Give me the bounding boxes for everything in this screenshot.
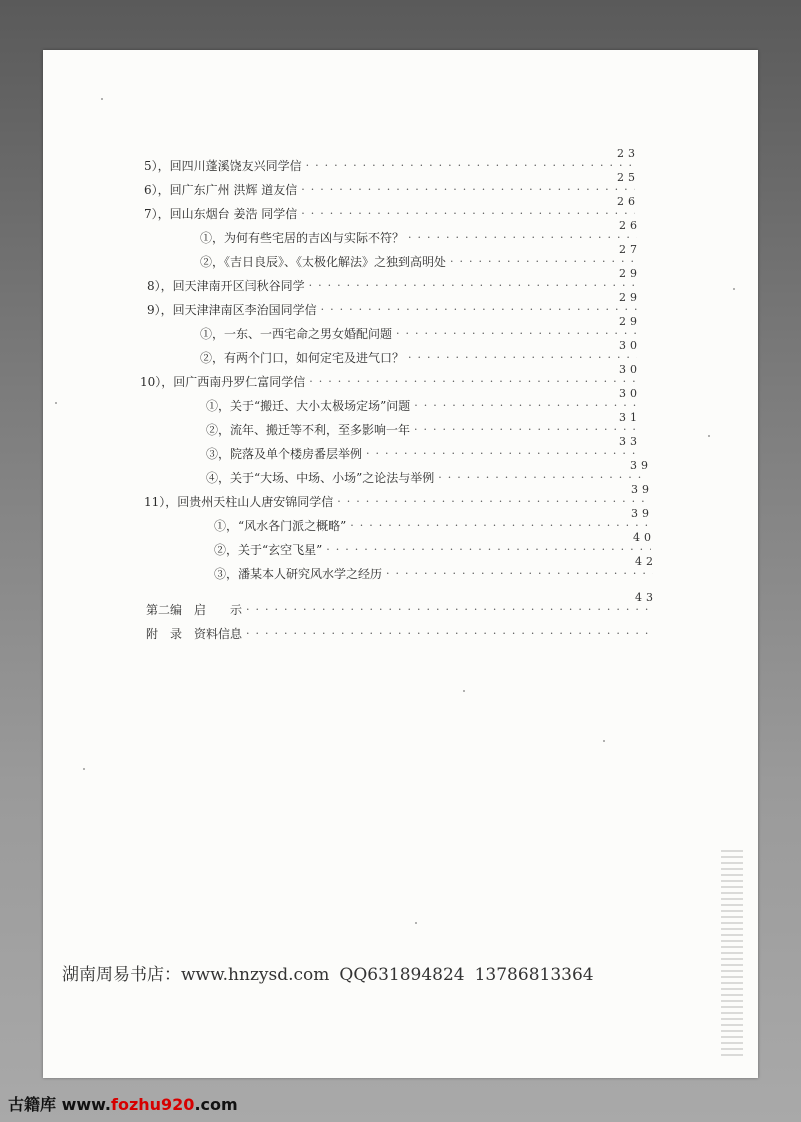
toc-page-number: 39 [631,483,653,496]
toc-entry-label: 10），回广西南丹罗仁富同学信 [140,375,306,389]
toc-page-number: 39 [630,459,652,472]
toc-leader-dots [386,569,653,579]
toc-entry-label: 8），回天津南开区闫秋谷同学 [147,279,305,293]
toc-entry [140,363,641,390]
toc-page-number: 23 [617,147,639,160]
toc-entry [206,387,641,414]
toc-leader-dots [306,161,635,171]
scan-speck [55,402,57,404]
toc-page-number: 29 [619,315,641,328]
toc-page-number: 40 [633,531,655,544]
toc-leader-dots [350,521,649,531]
toc-entry [200,315,641,342]
shop-phone: 13786813364 [474,965,594,985]
toc-leader-dots [414,401,637,411]
scan-speck [733,288,735,290]
toc-entry-label: ①，为何有些宅居的吉凶与实际不符？ [200,231,405,245]
toc-entry [214,531,655,558]
toc-entry [214,507,653,534]
toc-entry-label: ③，院落及单个楼房番层举例 [206,447,363,461]
toc-entry-label: ①，“风水各门派之概略” [214,519,347,533]
toc-page-number: 30 [619,363,641,376]
scan-margin-smudge [721,850,743,1060]
toc-entry-label: 第二编 启 示 [146,603,243,617]
scan-speck [101,98,103,100]
toc-page-number: 30 [619,339,641,352]
toc-leader-dots [408,353,637,363]
toc-entry-label: ①，一东、一西宅命之男女婚配问题 [200,327,393,341]
toc-leader-dots [414,425,637,435]
toc-leader-dots [438,473,648,483]
toc-leader-dots [326,545,651,555]
toc-entry-label: ②，有两个门口，如何定宅及进气口？ [200,351,405,365]
shop-footer [62,960,682,985]
toc-entry-label: 11），回贵州天柱山人唐安锦同学信 [144,495,334,509]
toc-leader-dots [321,305,637,315]
toc-leader-dots [301,209,635,219]
toc-entry [144,195,639,222]
toc-entry-label: ④，关于“大场、中场、小场”之论法与举例 [206,471,435,485]
toc-page-number: 30 [619,387,641,400]
scan-speck [463,690,465,692]
toc-entry [144,147,639,174]
toc-entry-label: 5），回四川蓬溪饶友兴同学信 [144,159,302,173]
toc-page-number: 42 [635,555,657,568]
shop-qq: QQ631894824 [339,965,465,985]
toc-entry [214,555,657,582]
toc-leader-dots [337,497,649,507]
toc-entry [144,171,639,198]
toc-page-number: 25 [617,171,639,184]
toc-leader-dots [408,233,637,243]
scan-speck [415,922,417,924]
toc-entry-label: ②，《吉日良辰》、《太极化解法》之独到高明处 [200,255,447,269]
toc-entry [206,411,641,438]
scan-speck [603,740,605,742]
toc-entry [206,459,652,486]
toc-leader-dots [450,257,637,267]
toc-leader-dots [309,377,637,387]
toc-leader-dots [396,329,637,339]
scan-speck [708,435,710,437]
toc-entry [144,483,653,510]
toc-entry-label: ③，潘某本人研究风水学之经历 [214,567,383,581]
toc-entry [206,435,641,462]
toc-entry [200,219,641,246]
toc-page-number: 26 [619,219,641,232]
toc-page-number: 29 [619,291,641,304]
toc-entry [200,339,641,366]
shop-name-url: 湖南周易书店：www.hnzysd.com [62,965,330,985]
toc-entry-label: ②，流年、搬迁等不利，至多影响一年 [206,423,411,437]
toc-entry-label: 9），回天津津南区李治国同学信 [147,303,317,317]
toc-leader-dots [246,629,653,639]
toc-page-number: 27 [619,243,641,256]
watermark-suffix: .com [194,1095,238,1114]
toc-entry [147,291,641,318]
toc-entry [146,620,657,642]
toc-page-number: 31 [619,411,641,424]
watermark-prefix: 古籍库 www. [8,1095,111,1114]
toc-entry [200,243,641,270]
toc-entry-label: ②，关于“玄空飞星” [214,543,323,557]
toc-page-number: 39 [631,507,653,520]
toc-entry-label: ①，关于“搬迁、大小太极场定场”问题 [206,399,411,413]
toc-leader-dots [301,185,635,195]
toc-entry-label: 附 录 资料信息 [146,627,243,641]
toc-leader-dots [246,605,653,615]
toc-page-number: 26 [617,195,639,208]
toc-entry-label: 6），回广东广州 洪辉 道友信 [144,183,298,197]
toc-entry-label: 7），回山东烟台 姜浩 同学信 [144,207,298,221]
toc-page-number: 33 [619,435,641,448]
toc-page-number: 29 [619,267,641,280]
toc-leader-dots [366,449,637,459]
toc-page-number: 43 [635,591,657,604]
watermark-domain: fozhu920 [110,1095,195,1114]
toc-leader-dots [309,281,637,291]
toc-entry [146,591,657,618]
site-watermark [8,1092,238,1115]
toc-entry [147,267,641,294]
scan-speck [83,768,85,770]
